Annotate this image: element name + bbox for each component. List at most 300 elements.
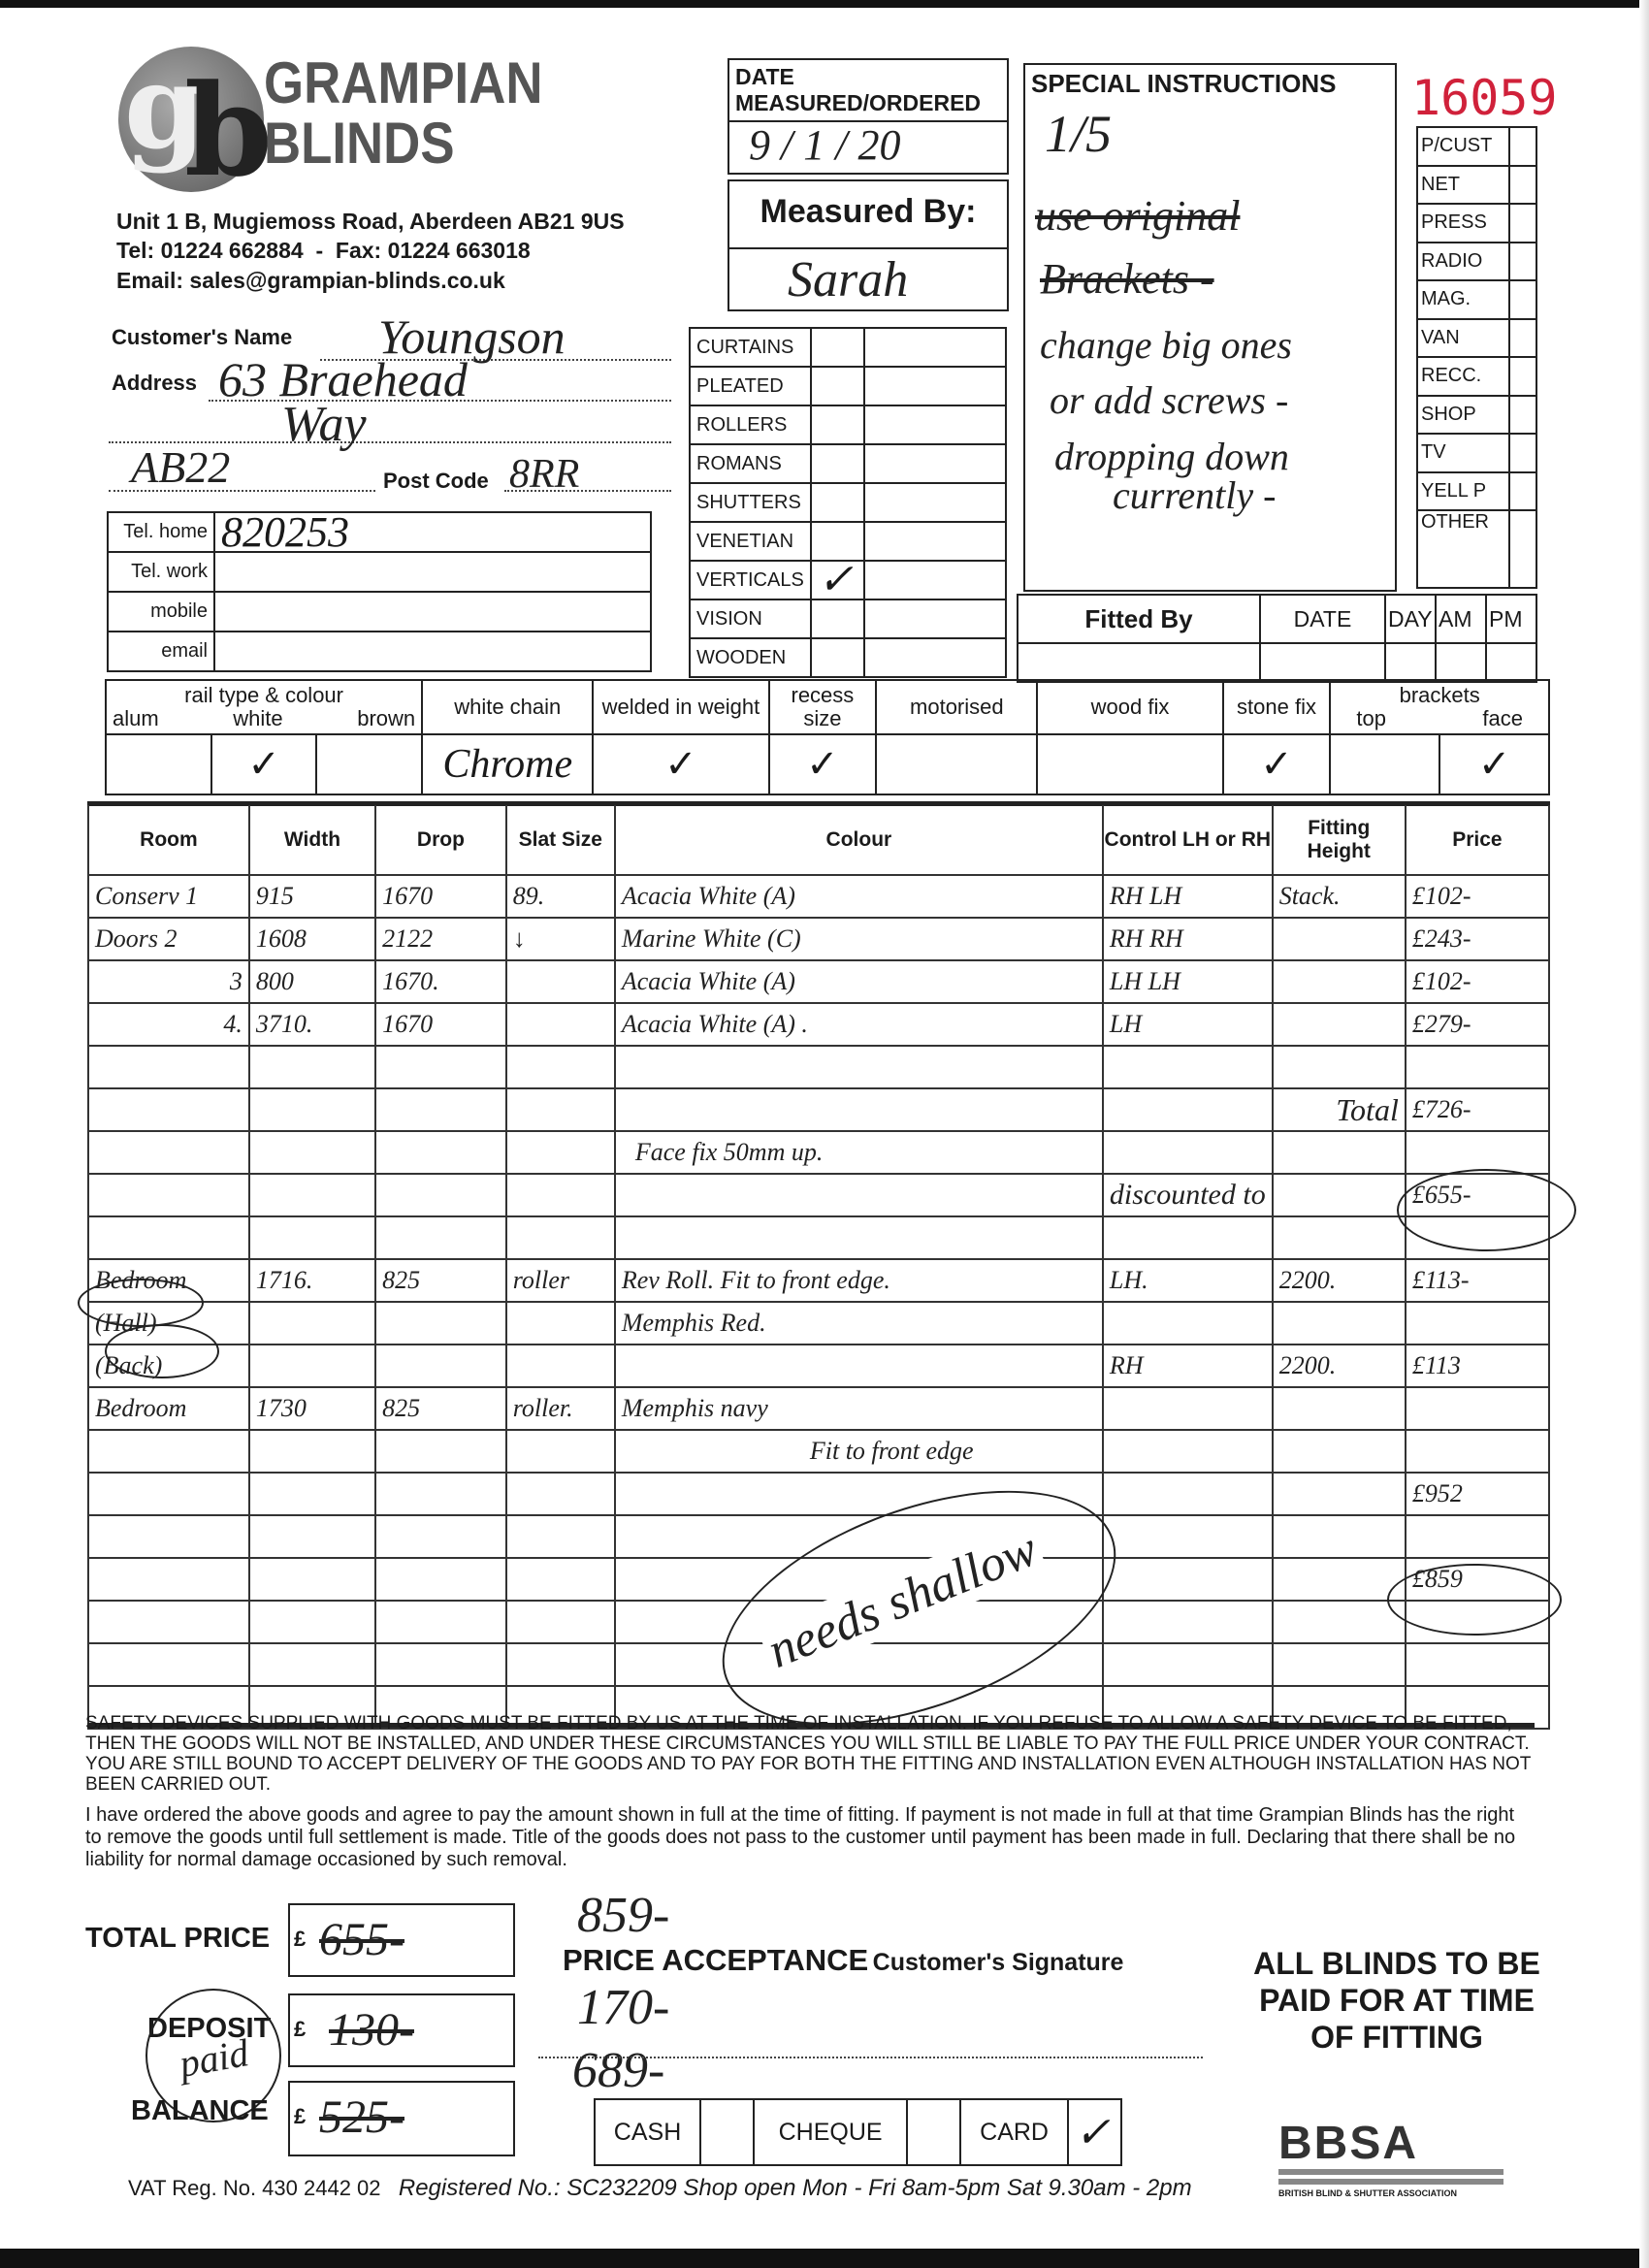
cell-price[interactable] <box>1406 1515 1549 1558</box>
options-table <box>105 679 1550 795</box>
balance-label: BALANCE <box>131 2095 269 2126</box>
company-name-line2: BLINDS <box>264 111 455 176</box>
price-acceptance <box>563 1943 1123 1978</box>
product-extra[interactable] <box>864 367 1006 405</box>
source-row <box>1417 243 1536 281</box>
product-extra[interactable] <box>864 405 1006 444</box>
cell-fitting-height[interactable]: Stack. <box>1273 875 1406 918</box>
white-chain-label: white chain <box>422 680 593 734</box>
cell-price[interactable]: £726- <box>1406 1088 1549 1131</box>
cell-drop[interactable] <box>375 1216 506 1259</box>
cell-control[interactable]: LH LH <box>1103 960 1273 1003</box>
cell-price[interactable]: £113- <box>1406 1259 1549 1302</box>
scan-edge-top <box>0 0 1649 8</box>
contact-value[interactable] <box>214 552 651 592</box>
address-line3[interactable]: AB22 <box>131 442 231 492</box>
white-label: white <box>233 706 283 730</box>
date-value[interactable]: 9 / 1 / 20 <box>749 121 901 169</box>
cell-room[interactable] <box>88 1473 249 1515</box>
fitted-by-value[interactable] <box>1018 643 1260 682</box>
cell-room[interactable] <box>88 1131 249 1174</box>
scan-edge-bottom <box>0 2249 1649 2268</box>
source-row <box>1417 396 1536 435</box>
welded-check[interactable]: ✓ <box>593 734 768 794</box>
product-check[interactable]: ✓ <box>811 561 864 599</box>
contact-table <box>107 507 652 672</box>
cell-width[interactable] <box>249 1216 375 1259</box>
cell-slat-size[interactable] <box>506 1088 615 1131</box>
table-row <box>88 875 1549 918</box>
cell-colour[interactable]: Memphis Red. <box>615 1302 1103 1345</box>
cell-room[interactable]: (Back) <box>88 1345 249 1387</box>
cell-width[interactable]: 1716. <box>249 1259 375 1302</box>
cell-slat-size[interactable] <box>506 1430 615 1473</box>
card-check[interactable]: ✓ <box>1068 2099 1121 2165</box>
cell-drop[interactable] <box>375 1430 506 1473</box>
cell-fitting-height[interactable] <box>1273 1174 1406 1216</box>
customer-name-label: Customer's Name <box>112 325 293 349</box>
white-check[interactable]: ✓ <box>211 734 317 794</box>
cell-drop[interactable] <box>375 1515 506 1558</box>
cell-slat-size[interactable]: ↓ <box>506 918 615 960</box>
product-extra[interactable] <box>864 599 1006 638</box>
cell-width[interactable] <box>249 1345 375 1387</box>
source-check[interactable] <box>1509 280 1536 319</box>
wood-fix-check[interactable] <box>1037 734 1222 794</box>
bbsa-logo-text: BBSA <box>1278 2118 1419 2169</box>
product-extra[interactable] <box>864 328 1006 367</box>
source-check[interactable] <box>1509 319 1536 358</box>
stone-fix-check[interactable]: ✓ <box>1223 734 1331 794</box>
company-phone <box>116 238 531 264</box>
cell-drop[interactable]: 1670 <box>375 1003 506 1046</box>
cell-width[interactable]: 1730 <box>249 1387 375 1430</box>
footer <box>128 2175 1192 2202</box>
top-label: top <box>1356 706 1386 730</box>
instruction-line: change big ones <box>1040 323 1292 367</box>
circled-hall <box>78 1279 204 1327</box>
source-check[interactable] <box>1509 204 1536 243</box>
cell-control[interactable] <box>1103 1131 1273 1174</box>
source-label: PRESS <box>1417 204 1509 243</box>
fitted-day-value[interactable] <box>1385 643 1436 682</box>
cell-drop[interactable] <box>375 1088 506 1131</box>
cell-fitting-height[interactable] <box>1273 1430 1406 1473</box>
total-price-label: TOTAL PRICE <box>85 1923 271 1954</box>
cell-colour[interactable]: Acacia White (A) <box>615 875 1103 918</box>
cell-room[interactable] <box>88 1643 249 1686</box>
cell-drop[interactable] <box>375 1558 506 1601</box>
product-row <box>690 444 1006 483</box>
measured-by-box <box>728 179 1009 311</box>
product-row <box>690 638 1006 677</box>
cell-price[interactable]: £655- <box>1406 1174 1549 1216</box>
cell-control[interactable]: RH <box>1103 1345 1273 1387</box>
header-room: Room <box>88 805 249 875</box>
cell-fitting-height[interactable] <box>1273 1046 1406 1088</box>
cell-price[interactable]: £102- <box>1406 960 1549 1003</box>
cell-drop[interactable]: 825 <box>375 1387 506 1430</box>
cell-colour[interactable]: Acacia White (A) . <box>615 1003 1103 1046</box>
cell-width[interactable] <box>249 1131 375 1174</box>
cell-price[interactable] <box>1406 1131 1549 1174</box>
product-label: VENETIAN <box>690 522 811 561</box>
cell-width[interactable]: 1608 <box>249 918 375 960</box>
cell-control[interactable]: RH LH <box>1103 875 1273 918</box>
product-label: VERTICALS <box>690 561 811 599</box>
table-row <box>88 1345 1549 1387</box>
top-check[interactable] <box>1330 734 1439 794</box>
cell-slat-size[interactable]: 89. <box>506 875 615 918</box>
product-check[interactable] <box>811 328 864 367</box>
product-extra[interactable] <box>864 522 1006 561</box>
product-row <box>690 367 1006 405</box>
instruction-line: use original <box>1035 192 1241 240</box>
cell-width[interactable] <box>249 1515 375 1558</box>
product-check[interactable] <box>811 483 864 522</box>
cell-slat-size[interactable]: roller <box>506 1259 615 1302</box>
source-check[interactable] <box>1509 472 1536 511</box>
cell-control[interactable] <box>1103 1515 1273 1558</box>
source-list <box>1416 126 1537 589</box>
cell-room[interactable]: 3 <box>88 960 249 1003</box>
cell-colour[interactable]: Face fix 50mm up. <box>615 1131 1103 1174</box>
table-row <box>88 1131 1549 1174</box>
white-chain-value[interactable]: Chrome <box>422 734 593 794</box>
cell-width[interactable]: 3710. <box>249 1003 375 1046</box>
table-row <box>88 1088 1549 1131</box>
cell-slat-size[interactable]: roller. <box>506 1387 615 1430</box>
cell-drop[interactable] <box>375 1473 506 1515</box>
table-row <box>88 1430 1549 1473</box>
cell-price[interactable]: £113 <box>1406 1345 1549 1387</box>
cell-control[interactable] <box>1103 1046 1273 1088</box>
special-instructions-label: SPECIAL INSTRUCTIONS <box>1031 69 1337 98</box>
card-option[interactable]: CARD <box>960 2099 1068 2165</box>
cell-room[interactable] <box>88 1430 249 1473</box>
cell-control[interactable] <box>1103 1558 1273 1601</box>
source-check[interactable] <box>1509 434 1536 472</box>
cell-slat-size[interactable] <box>506 1003 615 1046</box>
measured-by-value[interactable]: Sarah <box>788 252 909 308</box>
cell-drop[interactable] <box>375 1174 506 1216</box>
table-row <box>88 1473 1549 1515</box>
cheque-check[interactable] <box>907 2099 960 2165</box>
alum-label: alum <box>113 706 159 730</box>
cell-price[interactable]: £279- <box>1406 1003 1549 1046</box>
source-label: MAG. <box>1417 280 1509 319</box>
product-row <box>690 599 1006 638</box>
cell-price[interactable]: £859 <box>1406 1558 1549 1601</box>
cell-width[interactable] <box>249 1046 375 1088</box>
cell-fitting-height[interactable] <box>1273 1387 1406 1430</box>
cell-price[interactable] <box>1406 1643 1549 1686</box>
cell-width[interactable] <box>249 1302 375 1345</box>
cell-control[interactable]: discounted to <box>1103 1174 1273 1216</box>
cell-fitting-height[interactable] <box>1273 1473 1406 1515</box>
currency-symbol: £ <box>294 2104 307 2128</box>
cell-control[interactable] <box>1103 1302 1273 1345</box>
table-row <box>88 1216 1549 1259</box>
date-label: DATE MEASURED/ORDERED <box>729 60 1007 122</box>
cell-fitting-height[interactable]: 2200. <box>1273 1345 1406 1387</box>
contact-row <box>108 552 651 592</box>
cell-drop[interactable] <box>375 1046 506 1088</box>
cell-drop[interactable]: 2122 <box>375 918 506 960</box>
cell-fitting-height[interactable] <box>1273 1601 1406 1643</box>
fitted-date-label: DATE <box>1260 595 1385 643</box>
cell-slat-size[interactable] <box>506 960 615 1003</box>
cell-room[interactable]: Bedroom <box>88 1387 249 1430</box>
cell-width[interactable] <box>249 1601 375 1643</box>
cell-room[interactable] <box>88 1558 249 1601</box>
product-extra[interactable] <box>864 638 1006 677</box>
cell-slat-size[interactable] <box>506 1345 615 1387</box>
brown-label: brown <box>357 706 416 730</box>
cell-width[interactable]: 915 <box>249 875 375 918</box>
brackets-header <box>1330 680 1549 734</box>
stone-fix-label: stone fix <box>1223 680 1331 734</box>
cell-fitting-height[interactable] <box>1273 1003 1406 1046</box>
product-label: SHUTTERS <box>690 483 811 522</box>
cell-slat-size[interactable] <box>506 1131 615 1174</box>
company-name <box>264 50 543 176</box>
total-price-value: 655- <box>319 1914 404 1965</box>
cell-colour[interactable] <box>615 1088 1103 1131</box>
cell-drop[interactable] <box>375 1601 506 1643</box>
instruction-line: Brackets - <box>1040 255 1214 303</box>
cell-control[interactable] <box>1103 1387 1273 1430</box>
table-row <box>88 1046 1549 1088</box>
revised-balance: 689- <box>572 2043 665 2098</box>
cell-colour[interactable]: Acacia White (A) <box>615 960 1103 1003</box>
cell-control[interactable] <box>1103 1216 1273 1259</box>
cell-control[interactable] <box>1103 1430 1273 1473</box>
cell-room[interactable]: Conserv 1 <box>88 875 249 918</box>
cell-width[interactable] <box>249 1174 375 1216</box>
cell-drop[interactable] <box>375 1302 506 1345</box>
cell-drop[interactable] <box>375 1345 506 1387</box>
source-check[interactable] <box>1509 396 1536 435</box>
postcode-label: Post Code <box>383 469 489 493</box>
face-check[interactable]: ✓ <box>1439 734 1549 794</box>
cell-drop[interactable]: 825 <box>375 1259 506 1302</box>
cell-drop[interactable]: 1670 <box>375 875 506 918</box>
cell-control[interactable]: LH. <box>1103 1259 1273 1302</box>
cell-control[interactable] <box>1103 1088 1273 1131</box>
cell-colour[interactable] <box>615 1345 1103 1387</box>
cell-colour[interactable]: Memphis navy <box>615 1387 1103 1430</box>
currency-symbol: £ <box>294 1927 307 1951</box>
product-check[interactable] <box>811 405 864 444</box>
cell-drop[interactable] <box>375 1131 506 1174</box>
cell-room[interactable] <box>88 1174 249 1216</box>
cell-price[interactable] <box>1406 1430 1549 1473</box>
cash-option[interactable]: CASH <box>595 2099 700 2165</box>
fitted-am-label: AM <box>1436 595 1486 643</box>
cell-price[interactable]: £102- <box>1406 875 1549 918</box>
cell-price[interactable]: £952 <box>1406 1473 1549 1515</box>
recess-check[interactable]: ✓ <box>769 734 877 794</box>
cell-slat-size[interactable] <box>506 1216 615 1259</box>
header-colour: Colour <box>615 805 1103 875</box>
customer-name[interactable]: Youngson <box>378 309 566 364</box>
product-label: WOODEN <box>690 638 811 677</box>
cell-fitting-height[interactable] <box>1273 918 1406 960</box>
table-row <box>88 1174 1549 1216</box>
source-row <box>1417 127 1536 166</box>
company-address: Unit 1 B, Mugiemoss Road, Aberdeen AB21 9US <box>116 209 625 234</box>
contact-row <box>108 632 651 671</box>
product-extra[interactable] <box>864 561 1006 599</box>
date-box <box>728 58 1009 175</box>
contact-value[interactable]: 820253 <box>214 512 651 552</box>
cell-control[interactable]: RH RH <box>1103 918 1273 960</box>
cell-price[interactable] <box>1406 1302 1549 1345</box>
product-check[interactable] <box>811 367 864 405</box>
product-row <box>690 561 1006 599</box>
address-line1[interactable]: 63 Braehead <box>218 352 468 406</box>
cell-room[interactable] <box>88 1601 249 1643</box>
source-row <box>1417 357 1536 396</box>
source-check[interactable] <box>1509 166 1536 205</box>
cell-slat-size[interactable] <box>506 1643 615 1686</box>
cell-slat-size[interactable] <box>506 1515 615 1558</box>
source-row <box>1417 204 1536 243</box>
cell-fitting-height[interactable] <box>1273 1302 1406 1345</box>
cell-control[interactable]: LH <box>1103 1003 1273 1046</box>
cell-fitting-height[interactable] <box>1273 960 1406 1003</box>
cell-room[interactable]: Doors 2 <box>88 918 249 960</box>
cell-control[interactable] <box>1103 1601 1273 1643</box>
product-label: PLEATED <box>690 367 811 405</box>
cell-colour[interactable] <box>615 1216 1103 1259</box>
contact-label: mobile <box>108 592 214 632</box>
signature-line[interactable] <box>538 2057 1203 2058</box>
cell-room[interactable]: (Hall) <box>88 1302 249 1345</box>
cell-width[interactable] <box>249 1643 375 1686</box>
product-extra[interactable] <box>864 444 1006 483</box>
cell-slat-size[interactable] <box>506 1558 615 1601</box>
cell-width[interactable] <box>249 1558 375 1601</box>
cell-fitting-height[interactable] <box>1273 1131 1406 1174</box>
cell-room[interactable] <box>88 1216 249 1259</box>
source-row <box>1417 434 1536 472</box>
cell-control[interactable] <box>1103 1473 1273 1515</box>
cell-drop[interactable]: 1670. <box>375 960 506 1003</box>
product-check[interactable] <box>811 444 864 483</box>
cell-price[interactable]: £243- <box>1406 918 1549 960</box>
cell-slat-size[interactable] <box>506 1046 615 1088</box>
circled-discount-price <box>1397 1169 1576 1251</box>
cell-colour[interactable] <box>615 1174 1103 1216</box>
address-line2[interactable]: Way <box>281 397 367 452</box>
table-row <box>88 918 1549 960</box>
cell-slat-size[interactable] <box>506 1174 615 1216</box>
payment-notice: ALL BLINDS TO BE PAID FOR AT TIME OF FITTING <box>1253 1946 1540 2055</box>
source-check[interactable] <box>1509 243 1536 281</box>
cell-room[interactable]: Bedroom <box>88 1259 249 1302</box>
rail-type-header <box>106 680 422 734</box>
sep: - <box>315 238 324 263</box>
source-label: YELL P <box>1417 472 1509 511</box>
contact-value[interactable] <box>214 592 651 632</box>
cell-width[interactable] <box>249 1088 375 1131</box>
alum-check[interactable] <box>106 734 211 794</box>
bbsa-logo <box>1278 2118 1504 2198</box>
cell-fitting-height[interactable] <box>1273 1515 1406 1558</box>
product-check[interactable] <box>811 599 864 638</box>
source-check[interactable] <box>1509 127 1536 166</box>
cheque-option[interactable]: CHEQUE <box>754 2099 907 2165</box>
rail-type-label: rail type & colour <box>184 683 343 707</box>
cell-price[interactable] <box>1406 1046 1549 1088</box>
needs-shallow-note: needs shallow <box>757 1519 1049 1682</box>
motorised-check[interactable] <box>876 734 1037 794</box>
product-check[interactable] <box>811 522 864 561</box>
total-price-box[interactable] <box>288 1903 515 1977</box>
cell-colour[interactable]: Marine White (C) <box>615 918 1103 960</box>
cell-colour[interactable]: Fit to front edge <box>615 1430 1103 1473</box>
fax: Fax: 01224 663018 <box>335 238 531 263</box>
source-check[interactable] <box>1509 357 1536 396</box>
cell-room[interactable] <box>88 1088 249 1131</box>
source-check[interactable] <box>1509 510 1536 588</box>
cell-room[interactable]: 4. <box>88 1003 249 1046</box>
cell-room[interactable] <box>88 1515 249 1558</box>
cell-fitting-height[interactable] <box>1273 1558 1406 1601</box>
source-label: RADIO <box>1417 243 1509 281</box>
cell-width[interactable] <box>249 1473 375 1515</box>
cell-fitting-height[interactable] <box>1273 1216 1406 1259</box>
cell-slat-size[interactable] <box>506 1601 615 1643</box>
circled-final-price <box>1387 1564 1562 1636</box>
deposit-value: 130- <box>329 2004 414 2056</box>
balance-box[interactable] <box>288 2081 515 2156</box>
cell-width[interactable] <box>249 1430 375 1473</box>
instruction-line: or add screws - <box>1050 378 1289 422</box>
cell-width[interactable]: 800 <box>249 960 375 1003</box>
brown-check[interactable] <box>316 734 422 794</box>
cell-control[interactable] <box>1103 1643 1273 1686</box>
cell-colour[interactable] <box>615 1046 1103 1088</box>
cell-fitting-height[interactable]: 2200. <box>1273 1259 1406 1302</box>
instruction-line: dropping down <box>1054 435 1289 478</box>
cell-fitting-height[interactable] <box>1273 1643 1406 1686</box>
cell-price[interactable] <box>1406 1387 1549 1430</box>
contact-value[interactable] <box>214 632 651 671</box>
motorised-label: motorised <box>876 680 1037 734</box>
cash-check[interactable] <box>700 2099 754 2165</box>
fitted-am-value[interactable] <box>1436 643 1486 682</box>
cell-colour[interactable]: Rev Roll. Fit to front edge. <box>615 1259 1103 1302</box>
cell-slat-size[interactable] <box>506 1302 615 1345</box>
fitted-pm-value[interactable] <box>1486 643 1536 682</box>
table-row <box>88 1302 1549 1345</box>
cell-drop[interactable] <box>375 1643 506 1686</box>
source-label: P/CUST <box>1417 127 1509 166</box>
contact-label: email <box>108 632 214 671</box>
fitted-date-value[interactable] <box>1260 643 1385 682</box>
deposit-box[interactable] <box>288 1993 515 2067</box>
recess-size-label: recess size <box>769 680 877 734</box>
postcode-value[interactable]: 8RR <box>509 452 580 497</box>
cell-room[interactable] <box>88 1046 249 1088</box>
cell-slat-size[interactable] <box>506 1473 615 1515</box>
product-check[interactable] <box>811 638 864 677</box>
product-extra[interactable] <box>864 483 1006 522</box>
cell-fitting-height[interactable]: Total <box>1273 1088 1406 1131</box>
